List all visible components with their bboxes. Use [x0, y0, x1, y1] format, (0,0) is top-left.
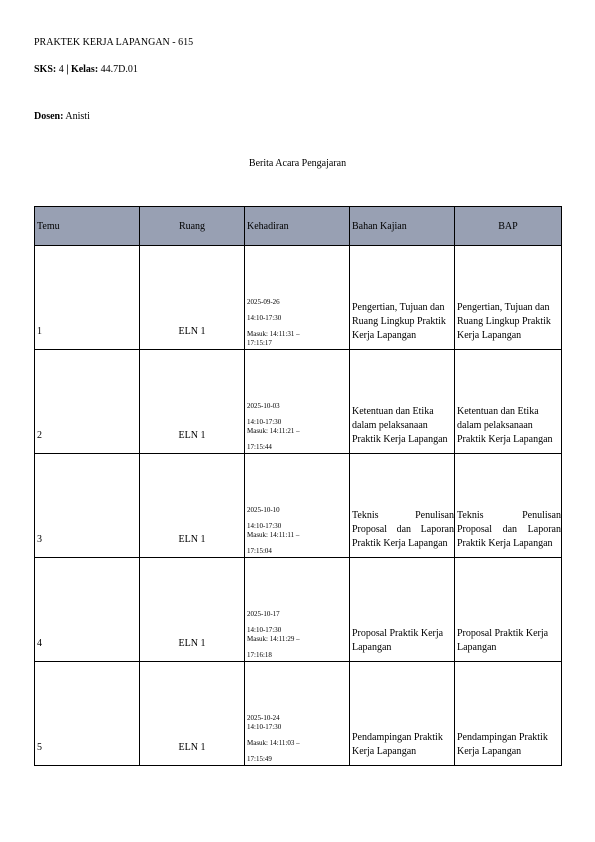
check-in-time: Masuk: 14:11:31 –	[247, 330, 300, 338]
kehadiran-cell	[245, 350, 350, 454]
kehadiran-cell	[245, 558, 350, 662]
ruang-cell	[140, 454, 245, 558]
header-bahan-kajian: Bahan Kajian	[350, 207, 455, 246]
sks-value: 4	[58, 64, 64, 75]
temu-cell	[35, 246, 140, 350]
lecturer-line	[34, 111, 90, 123]
bahan-kajian-cell	[350, 662, 455, 766]
check-in-time: Masuk: 14:11:21 –	[247, 427, 300, 435]
course-title: PRAKTEK KERJA LAPANGAN - 615	[34, 37, 194, 48]
kehadiran-cell	[245, 662, 350, 766]
temu-number: 3	[37, 534, 42, 545]
temu-cell	[35, 662, 140, 766]
document-title: Berita Acara Pengajaran	[248, 158, 347, 169]
bap-cell	[455, 558, 562, 662]
bap-text: Pendampingan Praktik Kerja Lapangan	[457, 732, 548, 757]
sks-label: SKS:	[34, 64, 57, 75]
bahan-kajian-text: Pendampingan Praktik Kerja Lapangan	[352, 732, 443, 757]
temu-cell	[35, 350, 140, 454]
kehadiran-cell	[245, 246, 350, 350]
table-row	[35, 454, 562, 558]
check-out-time: 17:15:49	[247, 755, 272, 763]
session-date: 2025-10-03	[247, 402, 280, 410]
bap-cell	[455, 246, 562, 350]
session-time: 14:10-17:30	[247, 626, 282, 634]
teaching-report-table	[34, 206, 562, 766]
bap-text: Proposal Praktik Kerja Lapangan	[457, 628, 549, 653]
bap-text: Teknis Penulisan Proposal dan Laporan Praktik Kerja Lapangan	[457, 510, 561, 549]
header-temu: Temu	[35, 207, 140, 246]
temu-number: 1	[37, 326, 42, 337]
temu-cell	[35, 454, 140, 558]
course-meta	[34, 64, 138, 76]
session-time: 14:10-17:30	[247, 522, 282, 530]
kehadiran-cell	[245, 454, 350, 558]
ruang-cell	[140, 662, 245, 766]
bahan-kajian-cell	[350, 454, 455, 558]
check-out-time: 17:16:18	[247, 651, 272, 659]
room-name: ELN 1	[178, 326, 206, 337]
table-row	[35, 662, 562, 766]
kelas-label: Kelas:	[70, 64, 99, 75]
check-out-time: 17:15:44	[247, 443, 272, 451]
check-out-time: 17:15:17	[247, 339, 272, 347]
session-time: 14:10-17:30	[247, 314, 282, 322]
room-name: ELN 1	[178, 430, 206, 441]
bahan-kajian-cell	[350, 246, 455, 350]
session-time: 14:10-17:30	[247, 723, 282, 731]
temu-number: 4	[37, 638, 42, 649]
header-kehadiran: Kehadiran	[245, 207, 350, 246]
bahan-kajian-text: Ketentuan dan Etika dalam pelaksanaan Praktik Kerja Lapangan	[352, 406, 448, 445]
check-out-time: 17:15:04	[247, 547, 272, 555]
temu-number: 2	[37, 430, 42, 441]
table-header-row	[35, 207, 562, 246]
bap-cell	[455, 350, 562, 454]
room-name: ELN 1	[178, 534, 206, 545]
check-in-time: Masuk: 14:11:03 –	[247, 739, 300, 747]
table-row	[35, 350, 562, 454]
ruang-cell	[140, 350, 245, 454]
header-bap: BAP	[455, 207, 562, 246]
table-row	[35, 558, 562, 662]
bahan-kajian-cell	[350, 350, 455, 454]
bahan-kajian-text: Pengertian, Tujuan dan Ruang Lingkup Praktik Kerja Lapangan	[352, 302, 446, 341]
temu-cell	[35, 558, 140, 662]
session-date: 2025-09-26	[247, 298, 280, 306]
bap-cell	[455, 662, 562, 766]
dosen-value: Anisti	[65, 111, 90, 122]
table-row	[35, 246, 562, 350]
session-date: 2025-10-10	[247, 506, 280, 514]
separator: |	[66, 64, 69, 75]
check-in-time: Masuk: 14:11:29 –	[247, 635, 300, 643]
check-in-time: Masuk: 14:11:11 –	[247, 531, 300, 539]
header-ruang: Ruang	[140, 207, 245, 246]
bap-text: Pengertian, Tujuan dan Ruang Lingkup Praktik Kerja Lapangan	[457, 302, 551, 341]
session-date: 2025-10-24	[247, 714, 280, 722]
session-date: 2025-10-17	[247, 610, 280, 618]
room-name: ELN 1	[178, 742, 206, 753]
bahan-kajian-cell	[350, 558, 455, 662]
kelas-value: 44.7D.01	[100, 64, 138, 75]
ruang-cell	[140, 558, 245, 662]
session-time: 14:10-17:30	[247, 418, 282, 426]
bap-cell	[455, 454, 562, 558]
bap-text: Ketentuan dan Etika dalam pelaksanaan Praktik Kerja Lapangan	[457, 406, 553, 445]
dosen-label: Dosen:	[34, 111, 64, 122]
room-name: ELN 1	[178, 638, 206, 649]
ruang-cell	[140, 246, 245, 350]
bahan-kajian-text: Teknis Penulisan Proposal dan Laporan Praktik Kerja Lapangan	[352, 510, 454, 549]
bahan-kajian-text: Proposal Praktik Kerja Lapangan	[352, 628, 444, 653]
temu-number: 5	[37, 742, 42, 753]
